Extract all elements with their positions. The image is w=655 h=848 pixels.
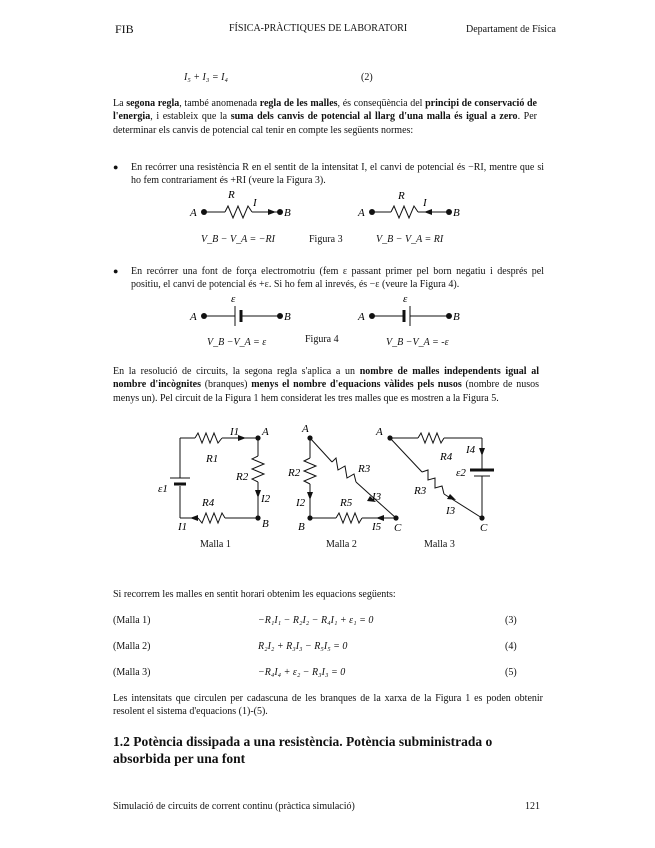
current-label: I4 — [466, 444, 476, 456]
equation-label: (Malla 2) — [113, 641, 151, 652]
resistor-label: R1 — [206, 453, 219, 465]
text-run: (nombre de nusos menys un). Pel circuit de la Figura 1 hem considerat les tres malles que es mostren a la Figura 5. — [113, 379, 539, 404]
figure-4-diagram — [185, 290, 475, 338]
resistor-label: R2 — [288, 467, 301, 479]
malla-3-caption: Malla 3 — [424, 539, 455, 550]
emf-label: ε — [231, 293, 236, 305]
current-label: I — [253, 197, 257, 209]
bullet-dot: ● — [113, 266, 119, 276]
equation-number: (4) — [505, 641, 517, 652]
equation-2: I₅ + I₃ = I₄ — [184, 72, 228, 83]
malla-2-caption: Malla 2 — [326, 539, 357, 550]
equation-2-number: (2) — [361, 72, 373, 83]
figure-3-right-caption: V_B − V_A = RI — [376, 234, 444, 245]
node-label: A — [358, 207, 365, 219]
text-run: En la resolució de circuits, la segona regla s'aplica a un — [113, 366, 360, 377]
node-label: B — [298, 521, 305, 533]
current-label: I3 — [446, 505, 456, 517]
bold-run: principi de conservació de l'energia — [113, 98, 537, 123]
resistor-label: R — [228, 189, 235, 201]
current-label: I2 — [261, 493, 271, 505]
node-label: B — [284, 207, 291, 219]
paragraph-solve: Les intensitats que circulen per cadascuna de les branques de la xarxa de la Figura 1 es poden obtenir resolent el sistema d'equacions (1)-(5). — [113, 693, 543, 718]
paragraph-clockwise: Si recorrem les malles en sentit horari obtenim les equacions següents: — [113, 589, 396, 600]
node-label: B — [453, 311, 460, 323]
equation-expression: −R₄I₄ + ε₂ − R₃I₃ = 0 — [258, 667, 346, 678]
node-label: B — [262, 518, 269, 530]
equation-expression: R₂I₂ + R₃I₃ − R₅I₅ = 0 — [258, 641, 348, 652]
resistor-label: R5 — [340, 497, 353, 509]
node-label: A — [376, 426, 383, 438]
bullet-emf-rule: En recórrer una font de força electromotriu (fem ε passant primer pel born negatiu i després pel positiu, el canvi de potencial és +ε. Si ho fem al inrevés, és −ε (veure la Figura 4). — [131, 266, 544, 291]
malla-1-caption: Malla 1 — [200, 539, 231, 550]
emf-label: ε2 — [456, 467, 466, 479]
text-run: (branques) — [201, 379, 252, 391]
resistor-label: R — [398, 190, 405, 202]
text-run: , és conseqüència del — [337, 98, 426, 109]
bullet-dot: ● — [113, 162, 119, 172]
bold-run: nombre de malles independents igual al nombre d'incògnites — [113, 366, 539, 391]
text-run: , també anomenada — [179, 98, 260, 109]
emf-label: ε — [403, 293, 408, 305]
node-label: A — [302, 423, 309, 435]
node-label: B — [453, 207, 460, 219]
node-label: A — [190, 311, 197, 323]
bold-run: regla de les malles — [259, 98, 338, 109]
page-number: 121 — [525, 801, 540, 812]
bold-run: segona regla — [126, 98, 180, 109]
header-right: Departament de Física — [466, 24, 556, 35]
figure-4-right-caption: V_B −V_A = -ε — [386, 337, 449, 348]
node-label: B — [284, 311, 291, 323]
figure-4-left-caption: V_B −V_A = ε — [207, 337, 267, 348]
section-heading: 1.2 Potència dissipada a una resistència. Potència subministrada o absorbida per una font — [113, 734, 493, 766]
figure-3-title: Figura 3 — [309, 234, 343, 245]
equation-expression: −R₁I₁ − R₂I₂ − R₄I₁ + ε₁ = 0 — [258, 615, 374, 626]
header-center: FÍSICA-PRÀCTIQUES DE LABORATORI — [229, 23, 408, 34]
node-label: C — [480, 522, 488, 534]
resistor-label: R4 — [440, 451, 453, 463]
paragraph-second-rule — [113, 97, 537, 137]
current-label: I — [423, 197, 427, 209]
current-label: I1 — [230, 426, 240, 438]
equation-label: (Malla 1) — [113, 615, 151, 626]
resistor-label: R3 — [358, 463, 371, 475]
text-run: . Per determinar els canvis de potencial cal tenir en compte les següents normes: — [113, 111, 537, 136]
paragraph-meshes — [113, 365, 539, 405]
equation-number: (5) — [505, 667, 517, 678]
current-label: I3 — [372, 491, 382, 503]
equation-label: (Malla 3) — [113, 667, 151, 678]
figure-4-title: Figura 4 — [305, 334, 339, 345]
figure-5-meshes — [150, 420, 510, 550]
footer-left: Simulació de circuits de corrent continu (pràctica simulació) — [113, 801, 355, 812]
node-label: A — [190, 207, 197, 219]
bold-run: suma dels canvis de potencial al llarg d'una malla és igual a zero — [230, 111, 518, 123]
text-run: , i estableix que la — [150, 111, 231, 123]
node-label: C — [394, 522, 402, 534]
resistor-label: R2 — [236, 471, 249, 483]
emf-label: ε1 — [158, 483, 168, 495]
current-label: I5 — [372, 521, 382, 533]
resistor-label: R3 — [414, 485, 427, 497]
equation-number: (3) — [505, 615, 517, 626]
bullet-resistance-rule: En recórrer una resistència R en el sentit de la intensitat I, el canvi de potencial és −RI, mentre que si ho fem contrariament és +RI (veure la Figura 3). — [131, 162, 544, 187]
current-label: I2 — [296, 497, 306, 509]
figure-3-left-caption: V_B − V_A = −RI — [201, 234, 275, 245]
resistor-label: R4 — [202, 497, 215, 509]
text-run: La — [113, 98, 127, 109]
node-label: A — [262, 426, 269, 438]
header-left: FIB — [115, 22, 134, 36]
bold-run: menys el nombre d'equacions vàlides pels nusos — [251, 379, 462, 391]
current-label: I1 — [178, 521, 188, 533]
node-label: A — [358, 311, 365, 323]
